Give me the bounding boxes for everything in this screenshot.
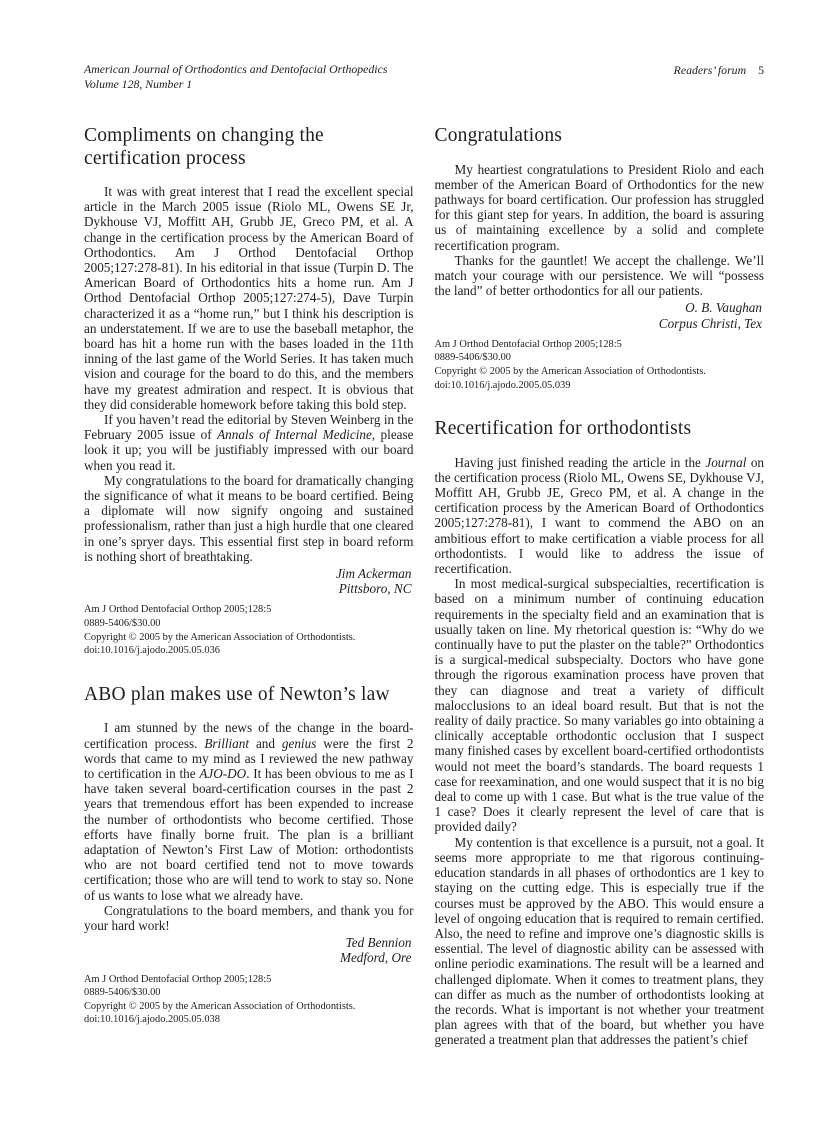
letter-body (84, 184, 414, 564)
page-number: 5 (758, 63, 764, 77)
footnote-line: 0889-5406/$30.00 (84, 618, 161, 630)
signature-block (84, 566, 414, 596)
footnote-line: doi:10.1016/j.ajodo.2005.05.039 (434, 379, 571, 391)
left-column (84, 125, 414, 1048)
footnote-line: Am J Orthod Dentofacial Orthop 2005;128:5 (84, 604, 272, 616)
signature-line: Pittsboro, NC (338, 581, 412, 597)
footnote-line: 0889-5406/$30.00 (84, 987, 161, 999)
page-header (84, 62, 764, 92)
footnote-block (84, 603, 414, 657)
footnote-line: 0889-5406/$30.00 (434, 352, 511, 364)
letter-title: Compliments on changing the certification process (84, 125, 324, 169)
footnote-line: Am J Orthod Dentofacial Orthop 2005;128:5 (84, 973, 272, 985)
footnote-line: Copyright © 2005 by the American Association of Orthodontists. (84, 1000, 356, 1012)
signature-block (84, 935, 414, 965)
footnote-line: Am J Orthod Dentofacial Orthop 2005;128:5 (434, 338, 622, 350)
letter-paragraph: If you haven’t read the editorial by Steven Weinberg in the February 2005 issue of Annals of Internal Medicine, please look it up; you will be justifiably impressed with our board when you read it. (84, 412, 414, 473)
footnote-block (435, 338, 765, 392)
footnote-line: Copyright © 2005 by the American Association of Orthodontists. (84, 631, 356, 643)
right-column (435, 125, 765, 1048)
letter-paragraph: In most medical-surgical subspecialties, recertification is based on a minimum number of continuing education requirements in the specialty field and an examination that is usually taken on line. My rhetorical question is: “Why do we continually have to put the plaster on the table?” Orthodontics is a surgical-medical subspecialty. Doctors who have gone through the rigorous examination process have proven that they can diagnose and treat a variety of difficult malocclusions to an ideal board result. But that is not the reality of daily practice. So many variables go into obtaining a clinically acceptable orthodontic occlusion that I suspect many finished cases by excellent board-certified orthodontists would not meet the board’s standards. The board requests 1 case for reexamination, and one would suspect that it is no big deal to come up with 1 case. But what is the true value of the 1 case? Does it clearly represent the level of care that is provided daily? (434, 576, 764, 835)
letter-paragraph: Congratulations to the board members, and thank you for your hard work! (84, 902, 414, 933)
journal-title: American Journal of Orthodontics and Dentofacial Orthopedics (84, 62, 388, 76)
letter-title: Congratulations (434, 125, 563, 146)
signature-line: Jim Ackerman (335, 566, 412, 582)
footnote-block (84, 973, 414, 1027)
letter-paragraph: I am stunned by the news of the change in the board-certification process. Brilliant and genius were the first 2 words that came to my mind as I reviewed the new pathway to certification in the AJO-DO. It has been obvious to me as I have taken several board-certification courses in the past 2 years that tremendous effort has been expended to increase the number of orthodontists who become certified. Those efforts have finally borne fruit. The plan is a brilliant adaptation of Newton’s First Law of Motion: orthodontists who are not board certified tend not to move towards certification; those who are will tend to work to stay so. None of us wants to lose what we already have. (84, 720, 414, 903)
volume-line: Volume 128, Number 1 (84, 77, 193, 91)
footnote-line: doi:10.1016/j.ajodo.2005.05.036 (84, 645, 220, 657)
footnote-line: Copyright © 2005 by the American Association of Orthodontists. (434, 365, 706, 377)
signature-line: Medford, Ore (339, 950, 412, 966)
signature-block (435, 300, 765, 330)
header-right (674, 62, 764, 78)
footnote-line: doi:10.1016/j.ajodo.2005.05.038 (84, 1014, 220, 1026)
letter-paragraph: It was with great interest that I read the excellent special article in the March 2005 issue (Riolo ML, Owens SE Jr, Dykhouse VJ, Moffitt AH, Grubb JE, Greco PM, et al. A change in the certification process by the American Board of Orthodontics. Am J Orthod Dentofacial Orthop 2005;127:278-81). In his editorial in that issue (Turpin D. The American Board of Orthodontics hits a home run. Am J Orthod Dentofacial Orthop 2005;127:274-5), Dave Turpin characterized it as a “home run,” but I think his description is an understatement. If we are to use the baseball metaphor, the board has hit a home run with the bases loaded in the 11th inning of the last game of the World Series. It has taken much vision and courage for the board to do this, and the members have my greatest admiration and respect. It is obvious that they did considerable homework before taking this bold step. (84, 184, 414, 412)
letter-paragraph: Having just finished reading the article in the Journal on the certification process (Riolo ML, Owens SE, Dykhouse VJ, Moffitt AH, Grubb JE, Greco PM, et al. A change in the certification process by the American Board of Orthodontics 2005;127:278-81), I want to commend the ABO on an ambitious effort to make certification a viable process for all orthodontists. I would like to address the issue of recertification. (434, 454, 765, 577)
two-column-body (84, 125, 764, 1048)
section-label: Readers’ forum (673, 63, 747, 77)
letter-body (84, 720, 414, 933)
letter-title: Recertification for orthodontists (434, 418, 692, 440)
letter-paragraph: My contention is that excellence is a pursuit, not a goal. It seems more appropriate to me that rigorous continuing-education standards in all phases of orthodontics are 1 key to staying on the cutting edge. This is especially true if the courses must be approved by the ABO. This would ensure a level of ongoing education that is required to remain certified. Also, the need to refine and improve one’s diagnostic skills is essential. The level of diagnostic ability can be assessed with online periodic examinations. The result will be a learned and challenged diplomate. When it comes to treatment plans, they can differ as much as the number of orthodontists looking at the records. What is important is not whether your treatment plan agrees with that of the board, but whether you have generated a treatment plan that addresses the patient’s chief (434, 834, 764, 1048)
signature-line: O. B. Vaughan (685, 300, 762, 316)
letter-article (435, 125, 765, 392)
letter-body (435, 162, 765, 299)
letter-paragraph: My heartiest congratulations to President Riolo and each member of the American Board of Orthodontics for the new pathways for board certification. Our profession has struggled for this giant step for years. In addition, the board is assuring us of maintaining excellence by a solid and complete recertification program. (434, 161, 764, 253)
signature-line: Corpus Christi, Tex (658, 315, 762, 331)
letter-article (84, 125, 414, 658)
letter-article (435, 418, 765, 1047)
letter-article (84, 684, 414, 1027)
header-left (84, 62, 387, 92)
letter-body (435, 455, 765, 1048)
letter-paragraph: Thanks for the gauntlet! We accept the challenge. We’ll match your courage with our persistence. We will “possess the land” of better orthodontics for all our patients. (434, 252, 764, 299)
signature-line: Ted Bennion (345, 935, 412, 951)
letter-title: ABO plan makes use of Newton’s law (84, 683, 390, 705)
letter-paragraph: My congratulations to the board for dramatically changing the significance of what it means to be board certified. Being a diplomate will now signify ongoing and sustained professionalism, rather than just a high hurdle that one cleared in one’s spryer days. This essential first step in board reform is nothing short of breathtaking. (84, 472, 414, 564)
